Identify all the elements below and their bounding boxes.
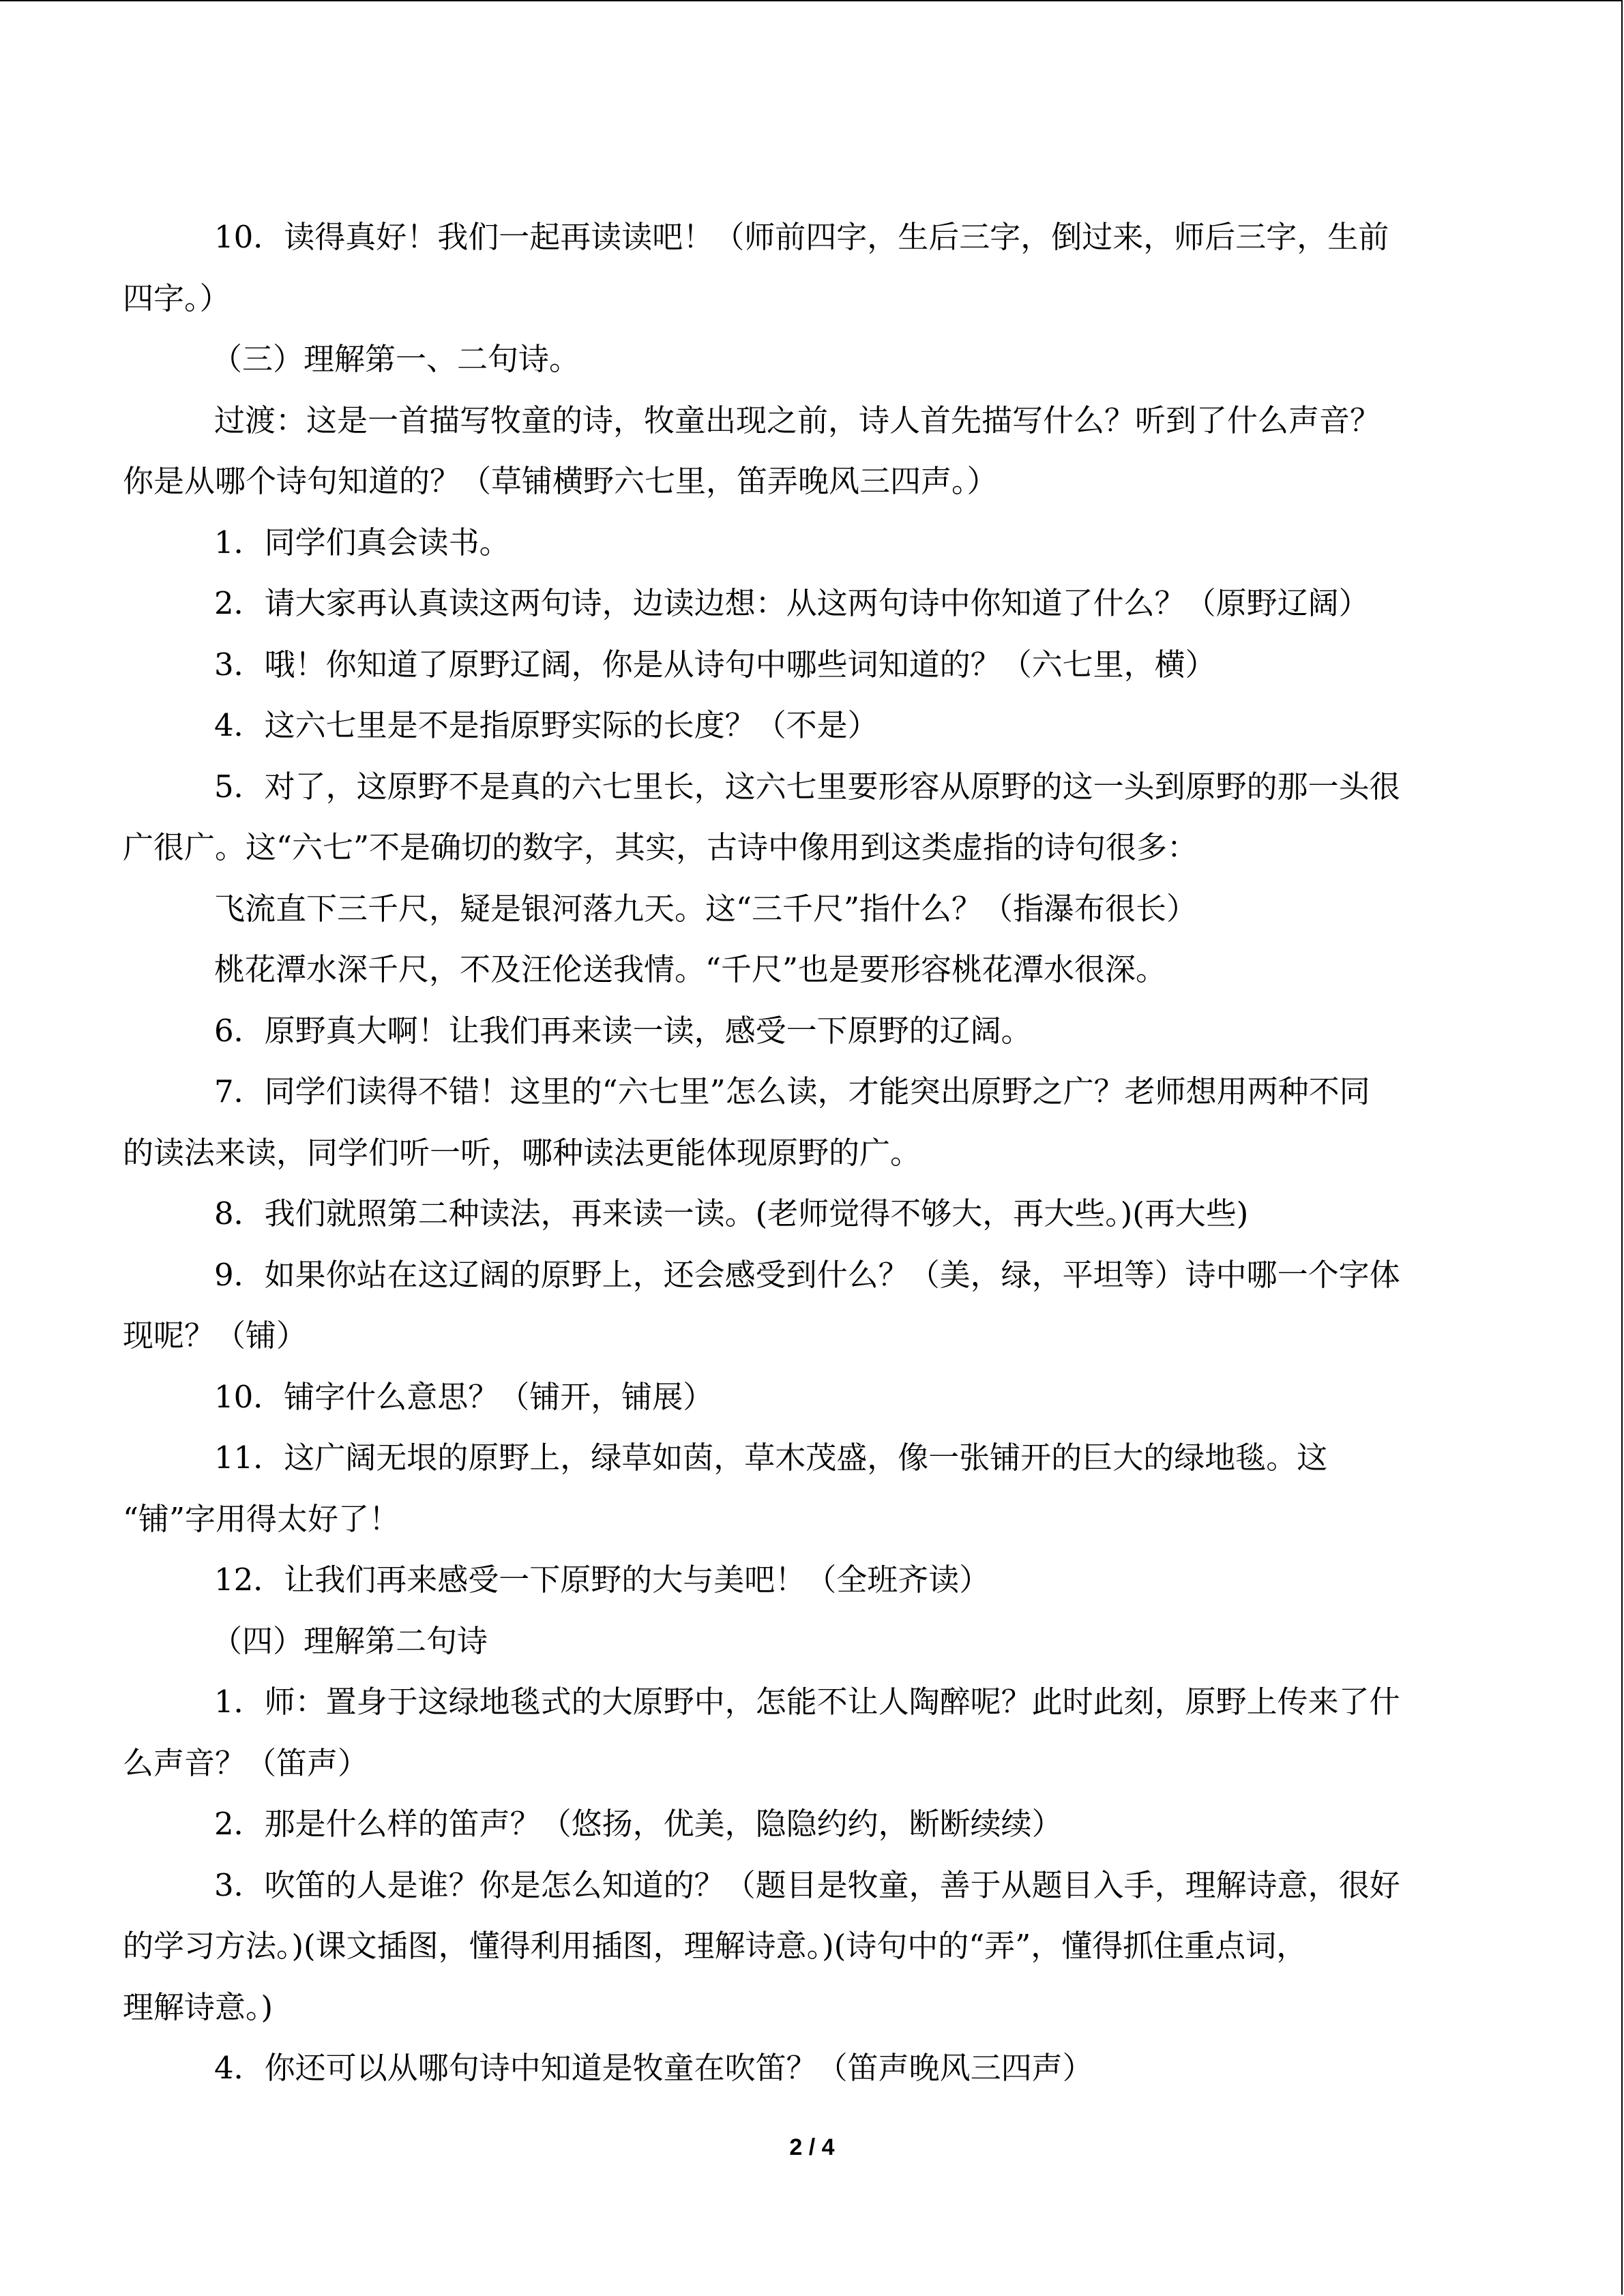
paragraph-line: 现呢？（铺）: [123, 1317, 308, 1354]
paragraph-line: 你是从哪个诗句知道的？（草铺横野六七里，笛弄晚风三四声。）: [123, 463, 998, 499]
paragraph-line: 3．吹笛的人是谁？你是怎么知道的？（题目是牧童，善于从题目入手，理解诗意，很好: [214, 1866, 1400, 1903]
paragraph-line: 7．同学们读得不错！这里的“六七里”怎么读，才能突出原野之广？老师想用两种不同: [214, 1073, 1370, 1109]
section-heading: （三）理解第一、二句诗。: [211, 341, 580, 377]
paragraph-line: “铺”字用得太好了！: [123, 1500, 400, 1537]
paragraph-line: 9．如果你站在这辽阔的原野上，还会感受到什么？（美，绿，平坦等）诗中哪一个字体: [214, 1256, 1400, 1293]
paragraph-line: 12．让我们再来感受一下原野的大与美吧！（全班齐读）: [214, 1562, 990, 1598]
paragraph-line: 6．原野真大啊！让我们再来读一读，感受一下原野的辽阔。: [214, 1012, 1032, 1049]
paragraph-line: 四字。）: [123, 280, 231, 316]
paragraph-line: 广很广。这“六七”不是确切的数字，其实，古诗中像用到这类虚指的诗句很多：: [123, 829, 1198, 865]
paragraph-line: 1．师：置身于这绿地毯式的大原野中，怎能不让人陶醉呢？此时此刻，原野上传来了什: [214, 1684, 1400, 1720]
paragraph-line: 飞流直下三千尺，疑是银河落九天。这“三千尺”指什么？（指瀑布很长）: [214, 890, 1198, 927]
section-heading: （四）理解第二句诗: [211, 1622, 488, 1659]
paragraph-line: 的读法来读，同学们听一听，哪种读法更能体现原野的广。: [123, 1134, 921, 1171]
paragraph-line: 过渡：这是一首描写牧童的诗，牧童出现之前，诗人首先描写什么？听到了什么声音？: [214, 402, 1381, 438]
paragraph-line: 么声音？（笛声）: [123, 1744, 369, 1781]
paragraph-line: 2．那是什么样的笛声？（悠扬，优美，隐隐约约，断断续续）: [214, 1806, 1063, 1842]
paragraph-line: 2．请大家再认真读这两句诗，边读边想：从这两句诗中你知道了什么？（原野辽阔）: [214, 585, 1370, 621]
paragraph-line: 11．这广阔无垠的原野上，绿草如茵，草木茂盛，像一张铺开的巨大的绿地毯。这: [214, 1440, 1328, 1476]
page-number: 2 / 4: [789, 2134, 835, 2160]
paragraph-line: 桃花潭水深千尺，不及汪伦送我情。“千尺”也是要形容桃花潭水很深。: [214, 951, 1167, 987]
document-body: [123, 207, 1480, 2099]
paragraph-line: 8．我们就照第二种读法，再来读一读。(老师觉得不够大，再大些。)(再大些): [214, 1195, 1249, 1232]
paragraph-line: 3．哦！你知道了原野辽阔，你是从诗句中哪些词知道的？（六七里，横）: [214, 646, 1216, 683]
paragraph-line: 1．同学们真会读书。: [214, 524, 510, 561]
paragraph-line: 的学习方法。)(课文插图，懂得利用插图，理解诗意。)(诗句中的“弄”，懂得抓住重点词，: [123, 1928, 1308, 1964]
paragraph-line: 理解诗意。): [123, 1988, 274, 2025]
paragraph-line: 4．你还可以从哪句诗中知道是牧童在吹笛？（笛声晚风三四声）: [214, 2050, 1093, 2086]
paragraph-line: 4．这六七里是不是指原野实际的长度？（不是）: [214, 707, 879, 743]
paragraph-line: 10．铺字什么意思？（铺开，铺展）: [214, 1378, 714, 1415]
paragraph-line: 5．对了，这原野不是真的六七里长，这六七里要形容从原野的这一头到原野的那一头很: [214, 768, 1400, 805]
paragraph-line: 10．读得真好！我们一起再读读吧！（师前四字，生后三字，倒过来，师后三字，生前: [214, 219, 1389, 255]
